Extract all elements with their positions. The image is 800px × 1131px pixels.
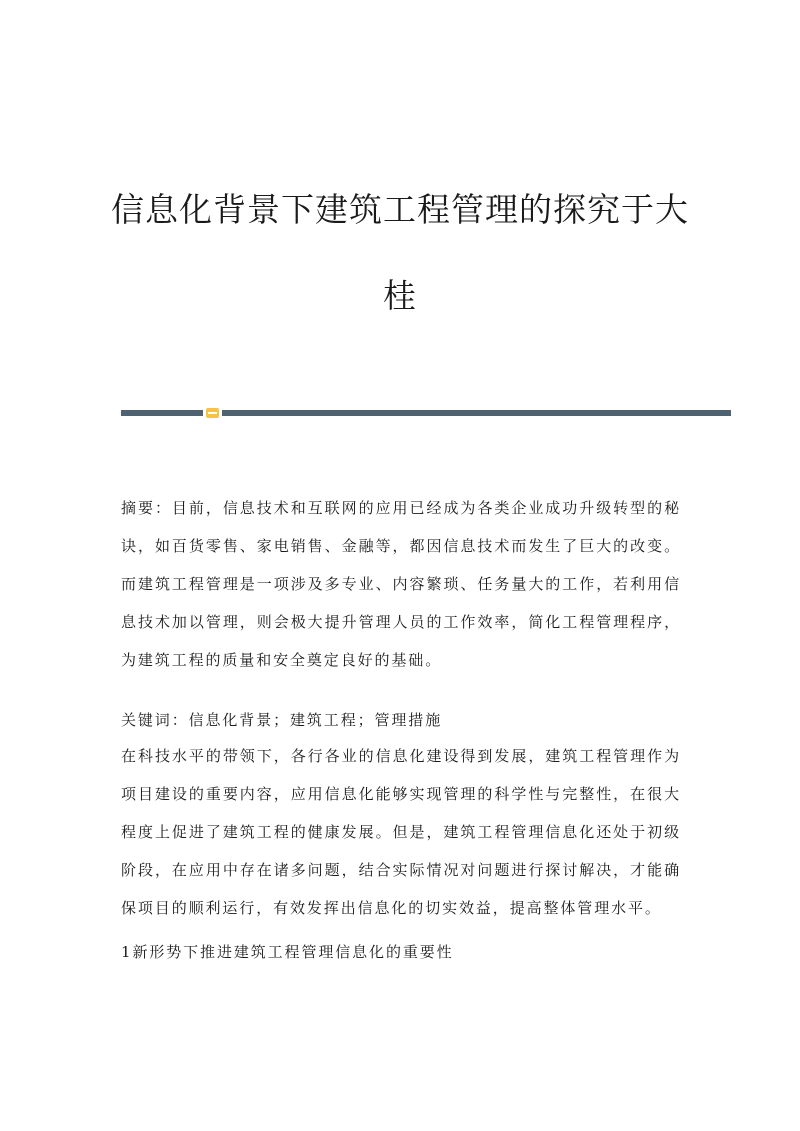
divider-bar-left	[121, 410, 203, 416]
title-divider	[121, 408, 731, 418]
document-title-line-1: 信息化背景下建筑工程管理的探究于大	[111, 190, 689, 229]
divider-bar-right	[222, 410, 731, 416]
section-heading-1: 1新形势下推进建筑工程管理信息化的重要性	[121, 943, 454, 961]
abstract-paragraph: 摘要：目前，信息技术和互联网的应用已经成为各类企业成功升级转型的秘诀，如百货零售、家电销售、金融等，都因信息技术而发生了巨大的改变。而建筑工程管理是一项涉及多专业、内容繁琐、任务量大的工作，若利用信息技术加以管理，则会极大提升管理人员的工作效率，简化工程管理程序，为建筑工程的质量和安全奠定良好的基础。	[121, 499, 681, 669]
document-title-line-2: 桂	[383, 276, 417, 315]
keywords-line: 关键词：信息化背景；建筑工程；管理措施	[121, 711, 443, 729]
ornament-icon	[206, 408, 219, 418]
intro-paragraph: 在科技水平的带领下，各行各业的信息化建设得到发展，建筑工程管理作为项目建设的重要内容，应用信息化能够实现管理的科学性与完整性，在很大程度上促进了建筑工程的健康发展。但是，建筑工程管理信息化还处于初级阶段，在应用中存在诸多问题，结合实际情况对问题进行探讨解决，才能确保项目的顺利运行，有效发挥出信息化的切实效益，提高整体管理水平。	[121, 747, 681, 917]
